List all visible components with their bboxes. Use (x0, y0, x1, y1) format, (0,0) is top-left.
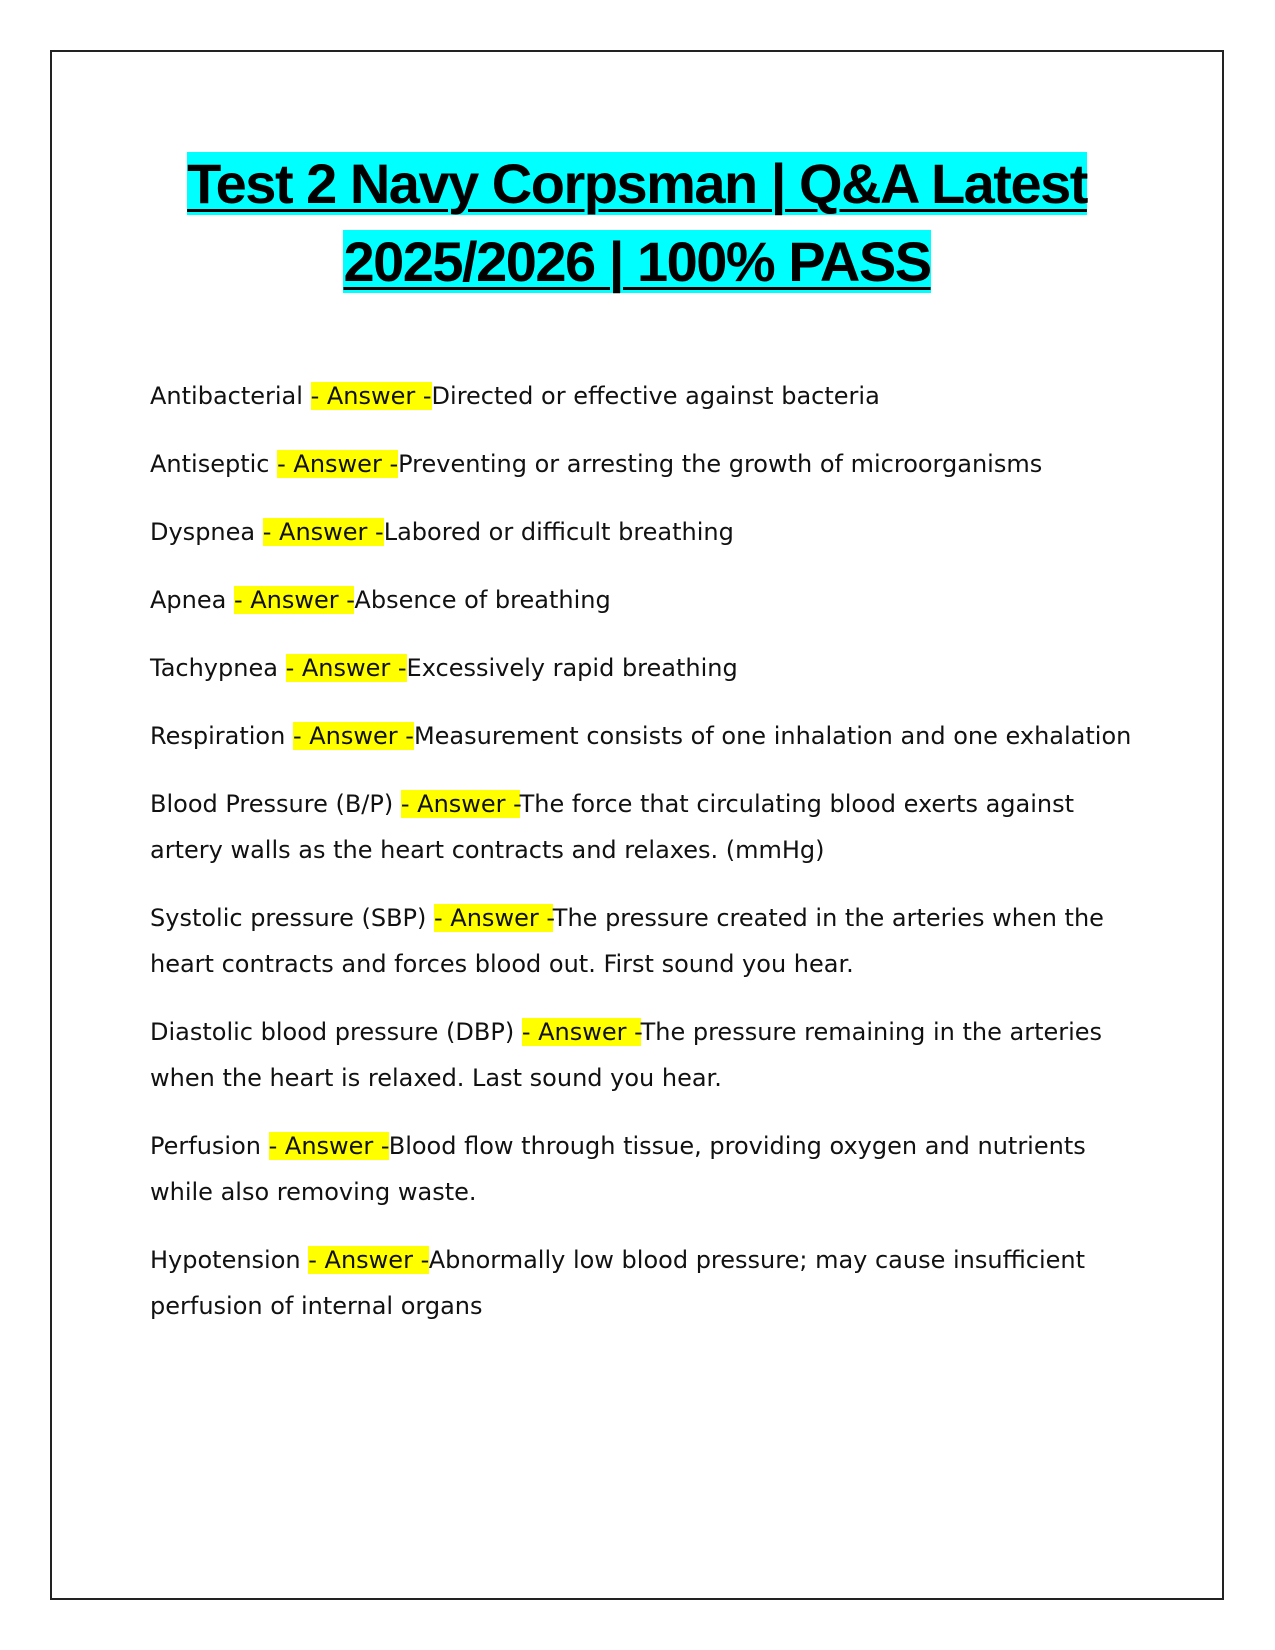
title-line-1 (100, 145, 1174, 223)
qa-entry-systolic-pressure (150, 895, 1135, 987)
answer-marker: - Answer - (308, 1246, 429, 1274)
title-line-1-text: Test 2 Navy Corpsman | Q&A Latest (187, 152, 1087, 215)
answer-marker: - Answer - (292, 722, 414, 750)
entry-term: Antiseptic (150, 450, 278, 478)
qa-entry-antiseptic (150, 441, 1135, 487)
entry-term: Respiration (150, 722, 293, 750)
title-line-2-text: 2025/2026 | 100% PASS (343, 230, 931, 293)
qa-entry-hypotension (150, 1237, 1135, 1329)
entry-definition: Abnormally low blood pressure; may cause insufficient perfusion of internal organs (150, 1246, 1086, 1320)
entry-term: Perfusion (150, 1132, 269, 1160)
qa-entry-apnea (150, 577, 1135, 623)
qa-entry-dyspnea (150, 509, 1135, 555)
entry-definition: The force that circulating blood exerts against artery walls as the heart contracts and relaxes. (mmHg) (150, 790, 1075, 864)
entry-definition: Excessively rapid breathing (406, 654, 738, 682)
qa-entry-diastolic-pressure (150, 1009, 1135, 1101)
entry-definition: The pressure remaining in the arteries when the heart is relaxed. Last sound you hear. (150, 1018, 1103, 1092)
answer-marker: - Answer - (268, 1132, 389, 1160)
entry-term: Antibacterial (150, 382, 311, 410)
qa-entry-list (150, 373, 1135, 1351)
entry-term: Systolic pressure (SBP) (150, 904, 435, 932)
entry-term: Dyspnea (150, 518, 263, 546)
entry-definition: Labored or difficult breathing (383, 518, 734, 546)
entry-definition: Directed or effective against bacteria (431, 382, 880, 410)
qa-entry-antibacterial (150, 373, 1135, 419)
qa-entry-blood-pressure (150, 781, 1135, 873)
title-line-2 (100, 223, 1174, 301)
document-title (100, 145, 1174, 301)
entry-definition: Absence of breathing (354, 586, 611, 614)
qa-entry-tachypnea (150, 645, 1135, 691)
entry-term: Diastolic blood pressure (DBP) (150, 1018, 522, 1046)
answer-marker: - Answer - (262, 518, 384, 546)
qa-entry-perfusion (150, 1123, 1135, 1215)
entry-definition: The pressure created in the arteries when the heart contracts and forces blood out. First sound you hear. (150, 904, 1104, 978)
entry-term: Hypotension (150, 1246, 309, 1274)
entry-term: Blood Pressure (B/P) (150, 790, 401, 818)
answer-marker: - Answer - (277, 450, 399, 478)
entry-definition: Preventing or arresting the growth of microorganisms (398, 450, 1043, 478)
entry-definition: Measurement consists of one inhalation and one exhalation (413, 722, 1132, 750)
answer-marker: - Answer - (521, 1018, 641, 1046)
answer-marker: - Answer - (434, 904, 553, 932)
entry-term: Tachypnea (150, 654, 286, 682)
answer-marker: - Answer - (285, 654, 407, 682)
answer-marker: - Answer - (310, 382, 432, 410)
entry-term: Apnea (150, 586, 234, 614)
qa-entry-respiration (150, 713, 1135, 759)
answer-marker: - Answer - (400, 790, 520, 818)
answer-marker: - Answer - (233, 586, 355, 614)
entry-definition: Blood flow through tissue, providing oxygen and nutrients while also removing waste. (150, 1132, 1086, 1206)
